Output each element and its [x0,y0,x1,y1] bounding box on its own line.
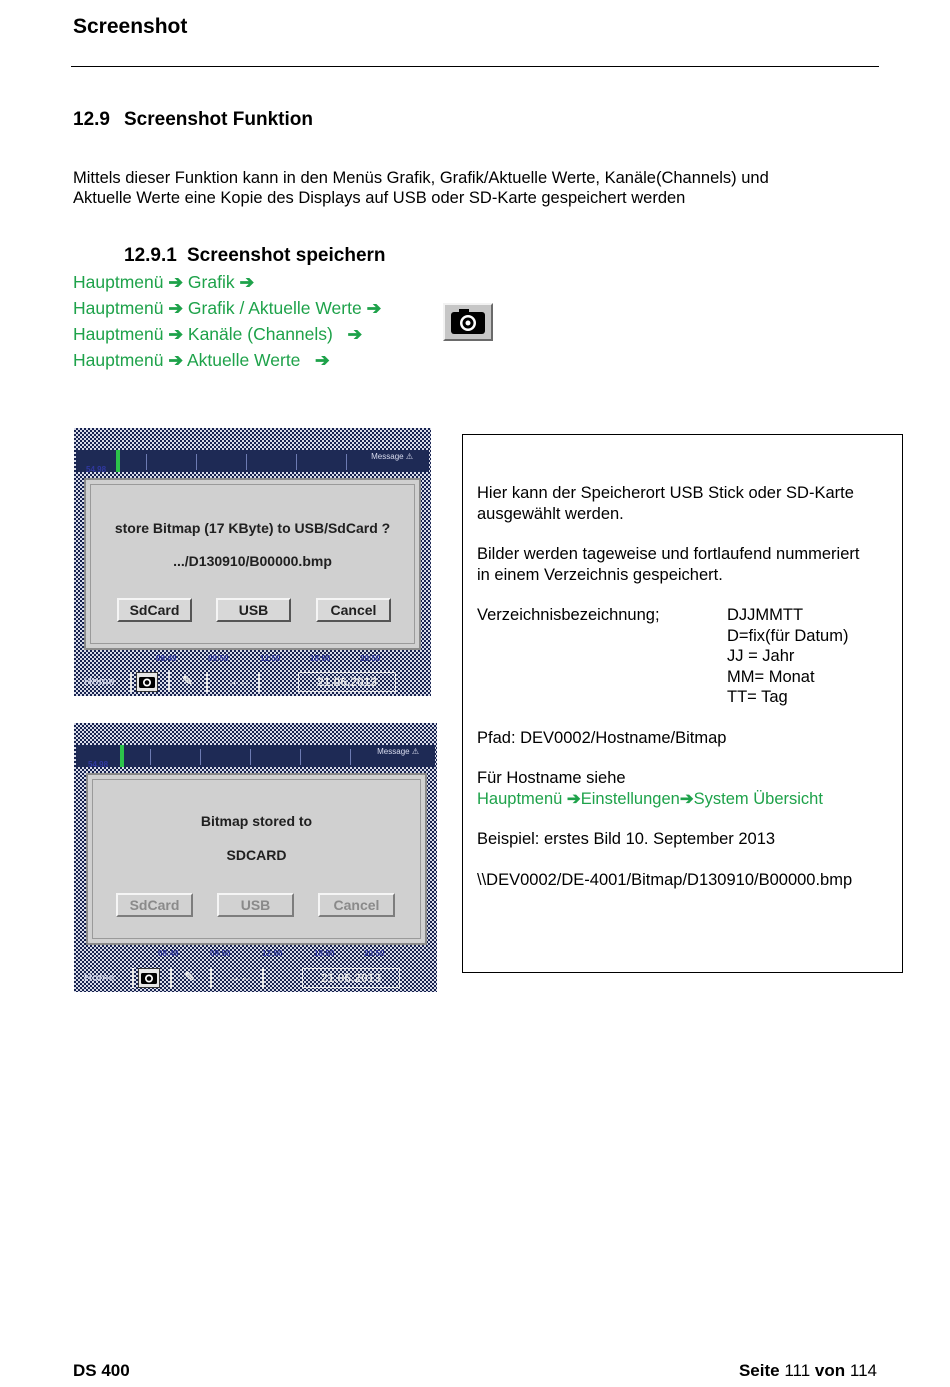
top-chart-bar [76,450,429,472]
tick [146,454,147,470]
intro-line-2: Aktuelle Werte eine Kopie des Displays auf USB oder SD-Karte gespeichert werden [73,189,686,207]
intro-line-1: Mittels dieser Funktion kann in den Menüs Grafik, Grafik/Aktuelle Werte, Kanäle(Channels) und [73,169,769,187]
arrow-right-icon: ➔ [679,790,694,808]
subsection-number: 12.9.1 [124,245,177,266]
footer-page-number [739,1361,877,1381]
of-word: von [814,1361,846,1380]
hostname-menu-path [477,789,823,810]
path-from: Hauptmenü [73,272,164,292]
intro-paragraph [73,168,873,208]
info-location-line-2: ausgewählt werden. [477,505,624,523]
screenshot-button[interactable] [138,968,160,988]
bitmap-stored-dialog [86,773,427,945]
sdcard-button: SdCard [116,893,193,917]
path-from: Hauptmenü [73,298,164,318]
camera-icon [445,305,491,339]
footer-product: DS 400 [73,1361,130,1380]
subsection-heading [124,245,386,267]
example-path: \\DEV0002/DE-4001/Bitmap/D130910/B00000.bmp [477,871,853,889]
device-bottom-bar [76,670,429,694]
usb-button[interactable]: USB [216,598,291,622]
scale-label: 18:50 [310,654,331,663]
path-from: Hauptmenü [73,350,164,370]
scale-label: 08:49 [158,949,179,958]
page-header-title: Screenshot [73,15,188,38]
device-screen-store-prompt [74,428,431,696]
channel-marker [116,450,120,472]
cancel-button: Cancel [318,893,395,917]
tick [196,454,197,470]
dir-tt: TT= Tag [727,688,788,706]
arrow-right-icon: ➔ [347,324,363,344]
arrow-right-icon: ➔ [366,298,382,318]
home-button[interactable]: Home [84,972,115,984]
sdcard-button[interactable]: SdCard [117,598,192,622]
tick [346,454,347,470]
menu-path-kanaele [73,324,362,345]
section-number: 12.9 [73,109,110,130]
info-location-line-1: Hier kann der Speicherort USB Stick oder SD-Karte [477,484,854,502]
tick [300,749,301,765]
home-button[interactable]: Home [84,676,115,688]
shift-arrows-icon[interactable]: →← [226,674,250,688]
path-to: Kanäle (Channels) [187,324,333,344]
info-numbering-line-1: Bilder werden tageweise und fortlaufend nummeriert [477,545,860,563]
menu-path-grafik [73,272,254,293]
page-total: 114 [849,1361,877,1380]
section-heading [73,109,313,131]
separator [170,968,172,988]
menu-path-grafik-aktuelle-werte [73,298,381,319]
separator [206,672,208,692]
screenshot-camera-button[interactable] [443,303,493,341]
tick [250,749,251,765]
store-bitmap-dialog [84,478,421,650]
arrow-right-icon: ➔ [315,350,330,370]
path-from: Hauptmenü [73,324,164,344]
cancel-button[interactable]: Cancel [316,598,391,622]
tool-icon[interactable]: ✎ [182,673,193,688]
subsection-title: Screenshot speichern [187,245,386,266]
camera-icon [139,969,159,987]
scale-label: 20:50 [360,654,381,663]
top-chart-bar [76,745,435,767]
path-to: Grafik [187,272,235,292]
tick [150,749,151,765]
tool-icon[interactable]: ✎ [184,969,195,984]
top-value: 54.98 [88,760,109,769]
channel-marker [120,745,124,767]
path-step: Einstellungen [580,790,680,808]
separator [262,968,264,988]
top-value: 54.98 [86,465,107,474]
arrow-right-icon: ➔ [168,298,184,318]
usb-button: USB [217,893,294,917]
scale-label: 20:50 [364,949,385,958]
device-screen-stored-confirmation [74,723,437,992]
path-step: Hauptmenü [477,790,563,808]
arrow-right-icon: ➔ [168,350,184,370]
separator [168,672,170,692]
tick [246,454,247,470]
page-current: 111 [784,1361,811,1380]
separator [210,968,212,988]
tick [350,749,351,765]
scale-label: 12:50 [262,949,283,958]
path-to: Grafik / Aktuelle Werte [187,298,362,318]
menu-path-aktuelle-werte [73,350,330,371]
path-to: Aktuelle Werte [186,350,301,370]
dir-format: DJJMMTT [727,606,804,624]
message-indicator: Message ⚠ [377,747,419,756]
message-indicator: Message ⚠ [371,452,413,461]
page-word: Seite [738,1361,780,1380]
dialog-message: Bitmap stored to [200,813,313,829]
info-box [462,434,903,973]
date-display: 21.06.2013 [302,968,400,988]
arrow-right-icon: ➔ [239,272,255,292]
scale-label: 09:50 [208,654,229,663]
hostname-label: Für Hostname siehe [477,769,626,787]
arrow-right-icon: ➔ [168,324,184,344]
arrow-right-icon: ➔ [566,790,581,808]
separator [132,968,134,988]
dialog-filename: .../D130910/B00000.bmp [173,553,332,569]
section-title: Screenshot Funktion [124,109,313,130]
arrow-right-icon: ➔ [168,272,184,292]
separator [130,672,132,692]
dir-mm: MM= Monat [727,668,815,686]
scale-label: 08:49 [156,654,177,663]
header-rule [71,66,879,67]
tick [200,749,201,765]
info-numbering-line-2: in einem Verzeichnis gespeichert. [477,566,723,584]
scale-label: 09:50 [210,949,231,958]
dialog-question: store Bitmap (17 KByte) to USB/SdCard ? [114,520,391,536]
scale-label: 18:50 [314,949,335,958]
dialog-destination: SDCARD [226,847,287,863]
path-line: Pfad: DEV0002/Hostname/Bitmap [477,729,727,747]
path-step: System Übersicht [693,790,823,808]
example-label: Beispiel: erstes Bild 10. September 2013 [477,830,776,848]
tick [296,454,297,470]
dir-label: Verzeichnisbezeichnung; [477,606,660,624]
scale-label: 12:50 [260,654,281,663]
screenshot-button[interactable] [136,672,158,692]
dir-d: D=fix(für Datum) [727,627,849,645]
dir-jj: JJ = Jahr [727,647,795,665]
date-display: 21.06.2013 [298,672,396,692]
camera-icon [137,673,157,691]
shift-arrows-icon[interactable]: →← [228,970,252,984]
separator [258,672,260,692]
device-bottom-bar [76,966,435,990]
